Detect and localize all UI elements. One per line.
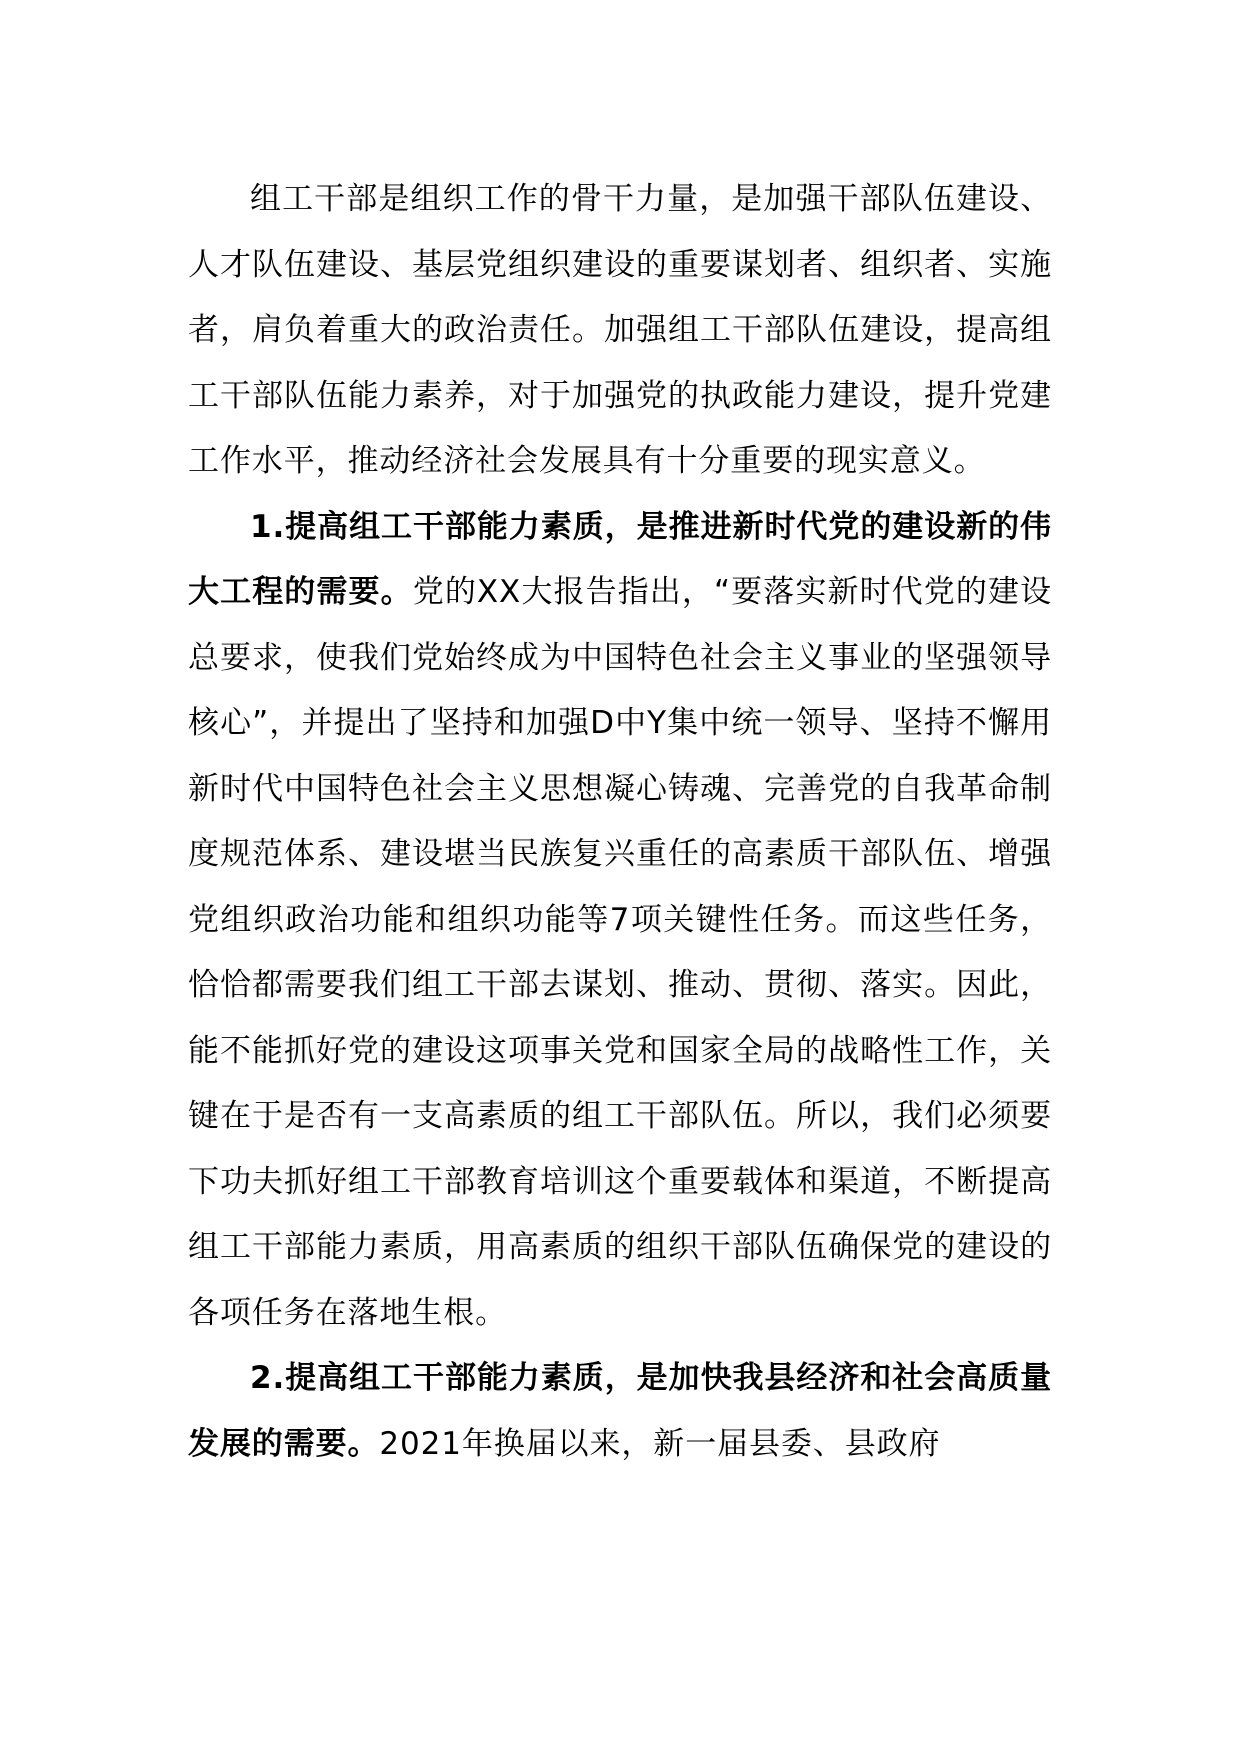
paragraph-point-1-heading: 1.提高组工干部能力素质，是推进新时代党的建设新的伟大工程的需要。 (188, 508, 1052, 610)
document-page (188, 167, 1052, 1477)
paragraph-point-2-heading: 2.提高组工干部能力素质，是加快我县经济和社会高质量发展的需要。 (188, 1360, 1052, 1462)
paragraph-point-2 (188, 1346, 1052, 1477)
paragraph-point-1-text: 党的XX大报告指出，“要落实新时代党的建设总要求，使我们党始终成为中国特色社会主义事业的坚强领导核心”，并提出了坚持和加强D中Y集中统一领导、坚持不懈用新时代中国特色社会主义思想凝心铸魂、完善党的自我革命制度规范体系、建设堪当民族复兴重任的高素质干部队伍、增强党组织政治功能和组织功能等7项关键性任务。而这些任务，恰恰都需要我们组工干部去谋划、推动、贯彻、落实。因此，能不能抓好党的建设这项事关党和国家全局的战略性工作，关键在于是否有一支高素质的组工干部队伍。所以，我们必须要下功夫抓好组工干部教育培训这个重要载体和渠道，不断提高组工干部能力素质，用高素质的组织干部队伍确保党的建设的各项任务在落地生根。 (188, 574, 1052, 1331)
paragraph-intro (188, 167, 1052, 495)
paragraph-intro-text: 组工干部是组织工作的骨干力量，是加强干部队伍建设、人才队伍建设、基层党组织建设的重要谋划者、组织者、实施者，肩负着重大的政治责任。加强组工干部队伍建设，提高组工干部队伍能力素养，对于加强党的执政能力建设，提升党建工作水平，推动经济社会发展具有十分重要的现实意义。 (188, 181, 1052, 479)
paragraph-point-1 (188, 495, 1052, 1347)
paragraph-point-2-text: 2021年换届以来，新一届县委、县政府 (379, 1425, 941, 1462)
